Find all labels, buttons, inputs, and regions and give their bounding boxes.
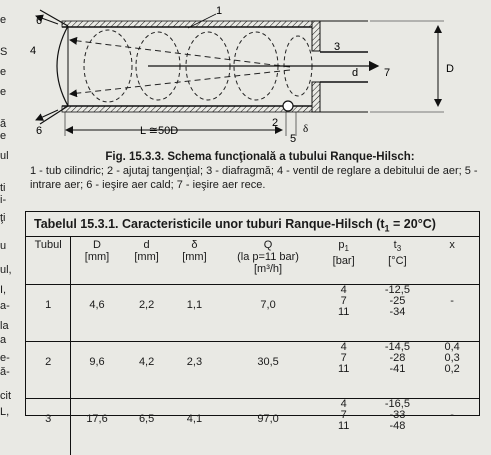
- cell-t3: -14,5 -28 -41: [370, 342, 426, 399]
- margin-fragment: a-: [0, 300, 10, 312]
- margin-fragment: cit: [0, 390, 11, 402]
- margin-fragment: I,: [0, 284, 6, 296]
- cell-t3: -12,5 -25 -34: [370, 285, 426, 342]
- diaphragm-top: [312, 21, 320, 51]
- cell-tubul: 1: [26, 285, 71, 342]
- table-title-tail: = 20°C): [390, 217, 436, 231]
- label-3: 3: [334, 41, 340, 53]
- label-7: 7: [384, 67, 390, 79]
- label-1: 1: [216, 5, 222, 17]
- inlet-nozzle: [283, 101, 293, 111]
- label-D: D: [446, 63, 454, 75]
- label-6-bottom: 6: [36, 125, 42, 137]
- cell-D: 4,6: [71, 285, 123, 342]
- cell-tubul: 2: [26, 342, 71, 399]
- figure-caption: [30, 150, 490, 192]
- cell-x: 0,4 0,3 0,2: [425, 342, 479, 399]
- cell-delta: 4,1: [171, 399, 219, 455]
- margin-fragment: ţi: [0, 212, 6, 224]
- margin-fragment: ă: [0, 118, 6, 130]
- characteristics-table: [25, 211, 480, 416]
- cell-x: -: [425, 399, 479, 455]
- margin-fragment: e: [0, 130, 6, 142]
- margin-fragment: e-: [0, 352, 10, 364]
- label-d: d: [352, 67, 358, 79]
- label-2: 2: [272, 117, 278, 129]
- header-t3: $t_3$ [°C]: [370, 237, 426, 285]
- margin-fragment: ă-: [0, 366, 10, 378]
- header-tubul: Tubul: [26, 237, 71, 285]
- figure-caption-title: Fig. 15.3.3. Schema funcţională a tubului Ranque-Hilsch:: [30, 150, 490, 164]
- header-x: x: [425, 237, 479, 285]
- cell-tubul: 3: [26, 399, 71, 455]
- cell-p1: 4 7 11: [318, 399, 370, 455]
- label-4: 4: [30, 45, 36, 57]
- margin-fragment: i-: [0, 194, 6, 206]
- label-delta: δ: [303, 123, 308, 135]
- header-d: d [mm]: [123, 237, 171, 285]
- ranque-hilsch-diagram: [28, 2, 490, 148]
- margin-text-column: [0, 0, 16, 430]
- table-row: [26, 285, 479, 342]
- margin-fragment: e: [0, 86, 6, 98]
- margin-fragment: ul: [0, 150, 9, 162]
- cell-p1: 4 7 11: [318, 342, 370, 399]
- header-D: D [mm]: [71, 237, 123, 285]
- table-title: [26, 212, 479, 237]
- cell-x: -: [425, 285, 479, 342]
- cell-D: 17,6: [71, 399, 123, 455]
- cell-d: 2,2: [123, 285, 171, 342]
- table-row: [26, 399, 479, 455]
- cell-p1: 4 7 11: [318, 285, 370, 342]
- table-title-text: Tabelul 15.3.1. Caracteristicile unor tuburi Ranque-Hilsch (t: [34, 217, 385, 231]
- margin-fragment: la: [0, 320, 9, 332]
- table-row: [26, 342, 479, 399]
- margin-fragment: ul,: [0, 264, 12, 276]
- margin-fragment: L,: [0, 406, 9, 418]
- cell-Q: 30,5: [218, 342, 317, 399]
- cell-d: 4,2: [123, 342, 171, 399]
- header-Q: Q (la p=11 bar) [m³/h]: [218, 237, 317, 285]
- figure-caption-body: 1 - tub cilindric; 2 - ajutaj tangenţial; 3 - diafragmă; 4 - ventil de reglare a debitului de aer; 5 - intrare aer; 6 - ieşire aer cald; 7 - ieşire aer rece.: [30, 164, 490, 192]
- cell-Q: 7,0: [218, 285, 317, 342]
- header-delta: δ [mm]: [171, 237, 219, 285]
- margin-fragment: a: [0, 334, 6, 346]
- cell-d: 6,5: [123, 399, 171, 455]
- table-title-subscript: 1: [385, 224, 390, 234]
- data-table: [26, 237, 479, 455]
- margin-fragment: e: [0, 14, 6, 26]
- table-header-row: [26, 237, 479, 285]
- tube-wall-bottom: [62, 106, 312, 112]
- cell-delta: 2,3: [171, 342, 219, 399]
- cell-delta: 1,1: [171, 285, 219, 342]
- margin-fragment: ti: [0, 182, 6, 194]
- cell-Q: 97,0: [218, 399, 317, 455]
- label-length: L ≅50D: [140, 125, 178, 137]
- margin-fragment: S: [0, 46, 7, 58]
- margin-fragment: e: [0, 66, 6, 78]
- header-p1: $p_1$ [bar]: [318, 237, 370, 285]
- diaphragm-bottom: [312, 82, 320, 112]
- label-6-top: 6: [36, 15, 42, 27]
- label-5: 5: [290, 133, 296, 145]
- cell-t3: -16,5 -33 -48: [370, 399, 426, 455]
- tube-wall-top: [62, 21, 312, 27]
- cell-D: 9,6: [71, 342, 123, 399]
- margin-fragment: u: [0, 240, 6, 252]
